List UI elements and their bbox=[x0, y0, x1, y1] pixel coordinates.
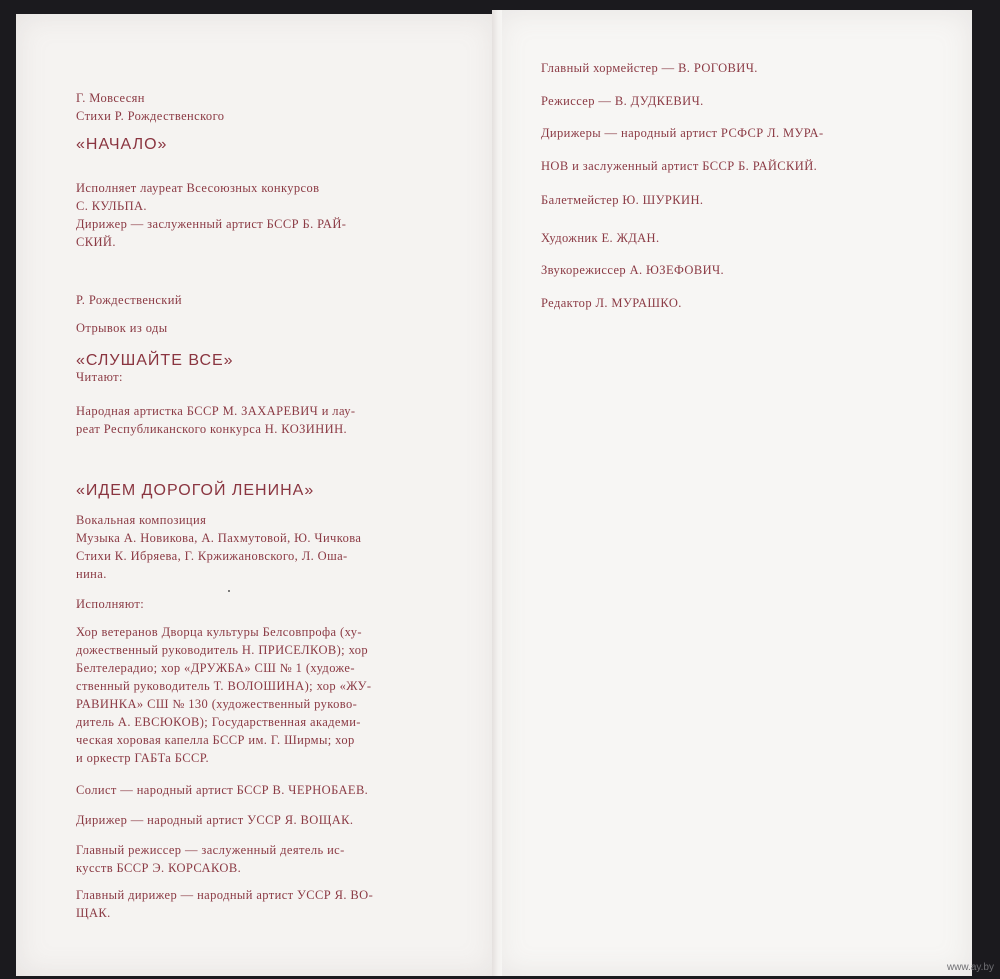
s3-para-line1: Хор ветеранов Дворца культуры Белсовпрофа (ху- bbox=[76, 625, 362, 639]
s3-chief-conductor-line1: Главный дирижер — народный артист УССР Я. ВО- bbox=[76, 888, 374, 902]
s1-line2: С. КУЛЬПА. bbox=[76, 199, 147, 213]
s3-para-line6: дитель А. ЕВСЮКОВ); Государственная академи- bbox=[76, 715, 361, 729]
credit-editor: Редактор Л. МУРАШКО. bbox=[541, 296, 682, 310]
watermark: www.ay.by bbox=[946, 962, 994, 973]
page-fold bbox=[492, 10, 502, 976]
right-page bbox=[496, 10, 972, 976]
s2-author: Р. Рождественский bbox=[76, 293, 182, 307]
s3-line2: Музыка А. Новикова, А. Пахмутовой, Ю. Чичкова bbox=[76, 531, 362, 545]
s3-line3: Стихи К. Ибряева, Г. Кржижановского, Л. Оша- bbox=[76, 549, 348, 563]
s3-line1: Вокальная композиция bbox=[76, 513, 207, 527]
credit-chorus-master: Главный хормейстер — В. РОГОВИЧ. bbox=[541, 61, 758, 75]
s3-para-line5: РАВИНКА» СШ № 130 (художественный руково- bbox=[76, 697, 358, 711]
s1-line4: СКИЙ. bbox=[76, 235, 116, 249]
s3-conductor: Дирижер — народный артист УССР Я. ВОЩАК. bbox=[76, 813, 354, 827]
s3-para-line2: дожественный руководитель Н. ПРИСЕЛКОВ); хор bbox=[76, 643, 369, 657]
credit-director: Режиссер — В. ДУДКЕВИЧ. bbox=[541, 94, 704, 108]
s3-soloist: Солист — народный артист БССР В. ЧЕРНОБАЕВ. bbox=[76, 783, 369, 797]
credit-conductors-line2: НОВ и заслуженный артист БССР Б. РАЙСКИЙ. bbox=[541, 159, 818, 173]
s2-title: «СЛУШАЙТЕ ВСЕ» bbox=[76, 352, 234, 369]
s1-poet: Стихи Р. Рождественского bbox=[76, 109, 225, 123]
s3-director-line2: кусств БССР Э. КОРСАКОВ. bbox=[76, 861, 242, 875]
s2-read: Читают: bbox=[76, 370, 123, 384]
s1-title: «НАЧАЛО» bbox=[76, 136, 168, 153]
s1-line1: Исполняет лауреат Всесоюзных конкурсов bbox=[76, 181, 320, 195]
s3-para-line3: Белтелерадио; хор «ДРУЖБА» СШ № 1 (художе- bbox=[76, 661, 355, 675]
s1-line3: Дирижер — заслуженный артист БССР Б. РАЙ- bbox=[76, 217, 347, 231]
s3-chief-conductor-line2: ЩАК. bbox=[76, 906, 111, 920]
credit-artist: Художник Е. ЖДАН. bbox=[541, 231, 660, 245]
credit-conductors-line1: Дирижеры — народный артист РСФСР Л. МУРА- bbox=[541, 126, 824, 140]
speck bbox=[228, 590, 230, 592]
s3-para-line8: и оркестр ГАБТа БССР. bbox=[76, 751, 210, 765]
s3-title: «ИДЕМ ДОРОГОЙ ЛЕНИНА» bbox=[76, 482, 315, 499]
s3-line5: Исполняют: bbox=[76, 597, 145, 611]
s3-line4: нина. bbox=[76, 567, 107, 581]
s3-para-line4: ственный руководитель Т. ВОЛОШИНА); хор «ЖУ- bbox=[76, 679, 372, 693]
s1-composer: Г. Мовсесян bbox=[76, 91, 145, 105]
s3-para-line7: ческая хоровая капелла БССР им. Г. Ширмы; хор bbox=[76, 733, 355, 747]
s2-line2: реат Республиканского конкурса Н. КОЗИНИН. bbox=[76, 422, 348, 436]
s2-sub: Отрывок из оды bbox=[76, 321, 168, 335]
credit-choreographer: Балетмейстер Ю. ШУРКИН. bbox=[541, 193, 704, 207]
s3-director-line1: Главный режиссер — заслуженный деятель ис- bbox=[76, 843, 345, 857]
s2-line1: Народная артистка БССР М. ЗАХАРЕВИЧ и лау- bbox=[76, 404, 356, 418]
credit-sound-engineer: Звукорежиссер А. ЮЗЕФОВИЧ. bbox=[541, 263, 725, 277]
